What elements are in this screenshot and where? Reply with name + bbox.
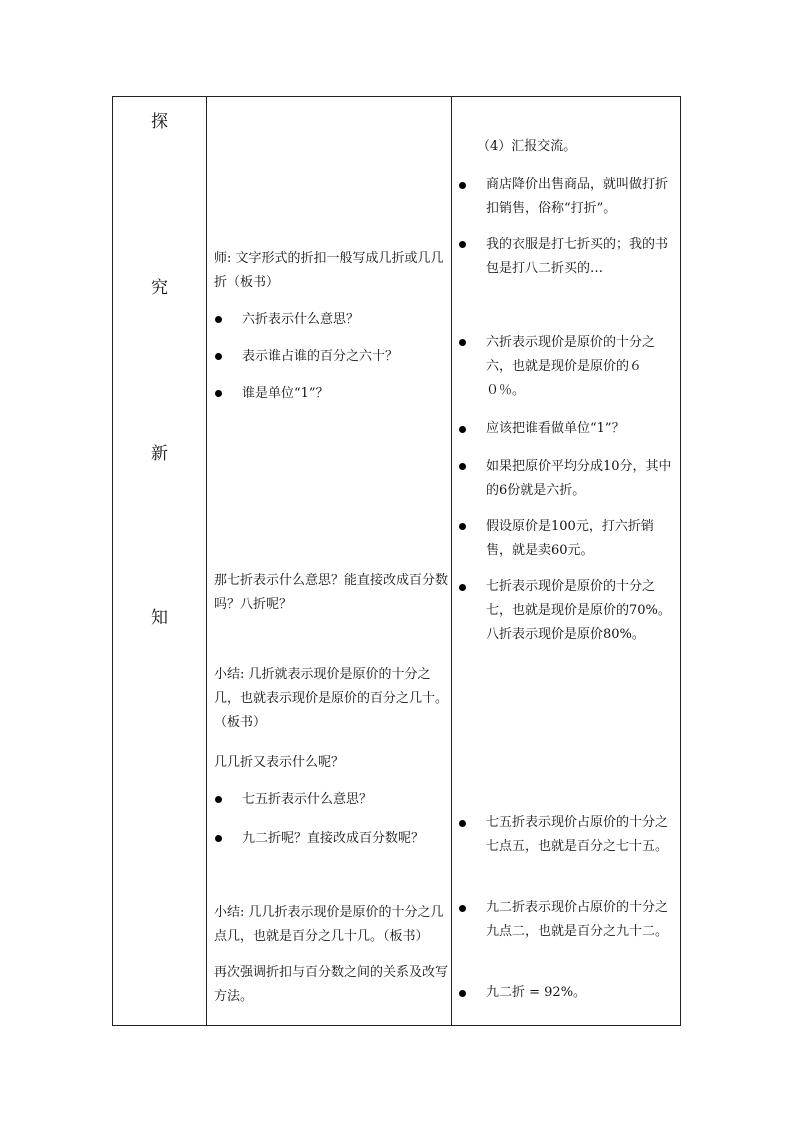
bullet-icon [459,426,466,433]
section-label-char: 究 [151,278,168,298]
student-answer: 九二折 = 92%。 [486,985,587,1000]
teacher-paragraph: 那七折表示什么意思？能直接改成百分数吗？八折呢？ [214,573,449,612]
bullet-icon [459,241,466,248]
student-heading: （4）汇报交流。 [477,139,577,154]
teacher-question: 表示谁占谁的百分之六十？ [242,349,399,364]
student-answer: 如果把原价平均分成10分，其中的6份就是六折。 [486,459,672,498]
student-answer: 七折表示现价是原价的十分之七，也就是现价是原价的70%。八折表示现价是原价80%。 [486,579,671,642]
student-answer: 九二折表示现价占原价的十分之九点二，也就是百分之九十二。 [486,900,669,939]
student-answer: 应该把谁看做单位“1”？ [486,421,625,436]
section-label-char: 知 [151,608,168,628]
bullet-icon [459,339,466,346]
teacher-paragraph: 再次强调折扣与百分数之间的关系及改写方法。 [214,965,449,1004]
bullet-icon [215,835,222,842]
teacher-question: 谁是单位“1”？ [242,386,329,401]
bullet-icon [215,390,222,397]
teacher-summary: 小结: 几折就表示现价是原价的十分之几，也就表示现价是原价的百分之几十。（板书） [214,667,449,730]
teacher-question: 七五折表示什么意思？ [242,792,373,807]
teacher-paragraph: 几几折又表示什么呢？ [214,755,345,770]
bullet-icon [459,463,466,470]
column-divider [206,97,207,1025]
bullet-icon [215,796,222,803]
bullet-icon [459,523,466,530]
student-answer: 六折表示现价是原价的十分之六，也就是现价是原价的６０％。 [486,335,656,398]
bullet-icon [215,316,222,323]
bullet-icon [459,905,466,912]
student-answer: 假设原价是100元，打六折销售，就是卖60元。 [486,519,654,558]
lesson-table [112,96,681,1026]
teacher-question: 六折表示什么意思？ [242,312,360,327]
teacher-question: 九二折呢？直接改成百分数呢？ [242,831,425,846]
bullet-icon [459,820,466,827]
student-answer: 七五折表示现价占原价的十分之七点五，也就是百分之七十五。 [486,815,669,854]
bullet-icon [459,584,466,591]
section-label-char: 新 [151,444,168,464]
column-divider [451,97,452,1025]
section-label-char: 探 [151,112,168,132]
bullet-icon [459,182,466,189]
student-answer: 商店降价出售商品，就叫做打折扣销售，俗称“打折”。 [486,177,669,216]
bullet-icon [215,353,222,360]
bullet-icon [459,990,466,997]
student-answer: 我的衣服是打七折买的；我的书包是打八二折买的… [486,237,669,276]
teacher-summary: 小结: 几几折表示现价是原价的十分之几点几，也就是百分之几十几。（板书） [214,905,444,944]
teacher-paragraph: 师: 文字形式的折扣一般写成几折或几几折（板书） [214,251,444,290]
